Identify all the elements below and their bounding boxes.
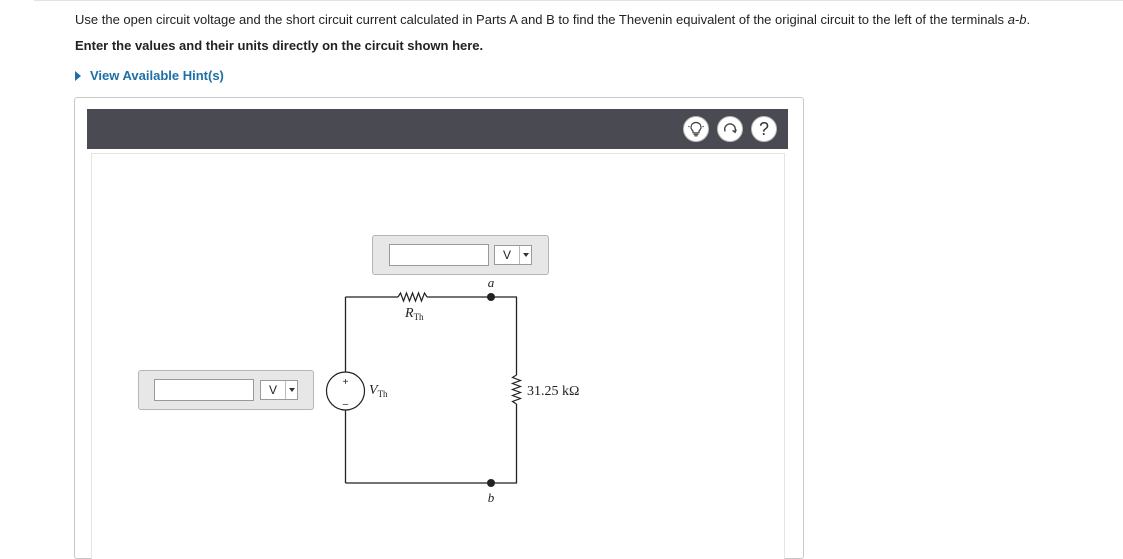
rth-label (404, 306, 424, 322)
rth-value-input[interactable] (389, 244, 489, 266)
vth-label-main: V (369, 383, 379, 398)
vth-unit-select[interactable] (260, 380, 298, 400)
source-plus-sign: + (343, 377, 349, 388)
chevron-down-icon (520, 246, 531, 264)
chevron-down-icon (286, 381, 297, 399)
terminal-a-dot (487, 293, 495, 301)
rth-label-main: R (404, 306, 414, 321)
vth-answer-box (138, 370, 314, 410)
rth-unit-select[interactable] (494, 245, 532, 265)
instruction-text-main: Use the open circuit voltage and the short circuit current calculated in Parts A and B to find the Thevenin equivalent of the original circuit to the left of the terminals (75, 12, 1008, 27)
instruction-terminals: a-b (1008, 12, 1027, 27)
terminal-b-label: b (488, 490, 495, 505)
rth-label-sub: Th (414, 312, 424, 322)
rth-unit-value: V (495, 246, 520, 264)
vth-label (369, 383, 388, 399)
vth-unit-value: V (261, 381, 286, 399)
resistor-load (513, 375, 521, 404)
source-minus-sign: – (343, 399, 349, 410)
resistor-rth (398, 293, 427, 301)
instruction-text-end: . (1026, 12, 1030, 27)
terminal-a-label: a (488, 275, 495, 290)
instruction-bold: Enter the values and their units directly on the circuit shown here. (75, 38, 483, 53)
vth-label-sub: Th (378, 389, 388, 399)
rth-answer-box (372, 235, 549, 275)
view-hints-label: View Available Hint(s) (90, 68, 224, 83)
vth-value-input[interactable] (154, 379, 254, 401)
terminal-b-dot (487, 479, 495, 487)
load-resistor-label: 31.25 kΩ (527, 384, 579, 399)
help-icon: ? (759, 120, 769, 138)
